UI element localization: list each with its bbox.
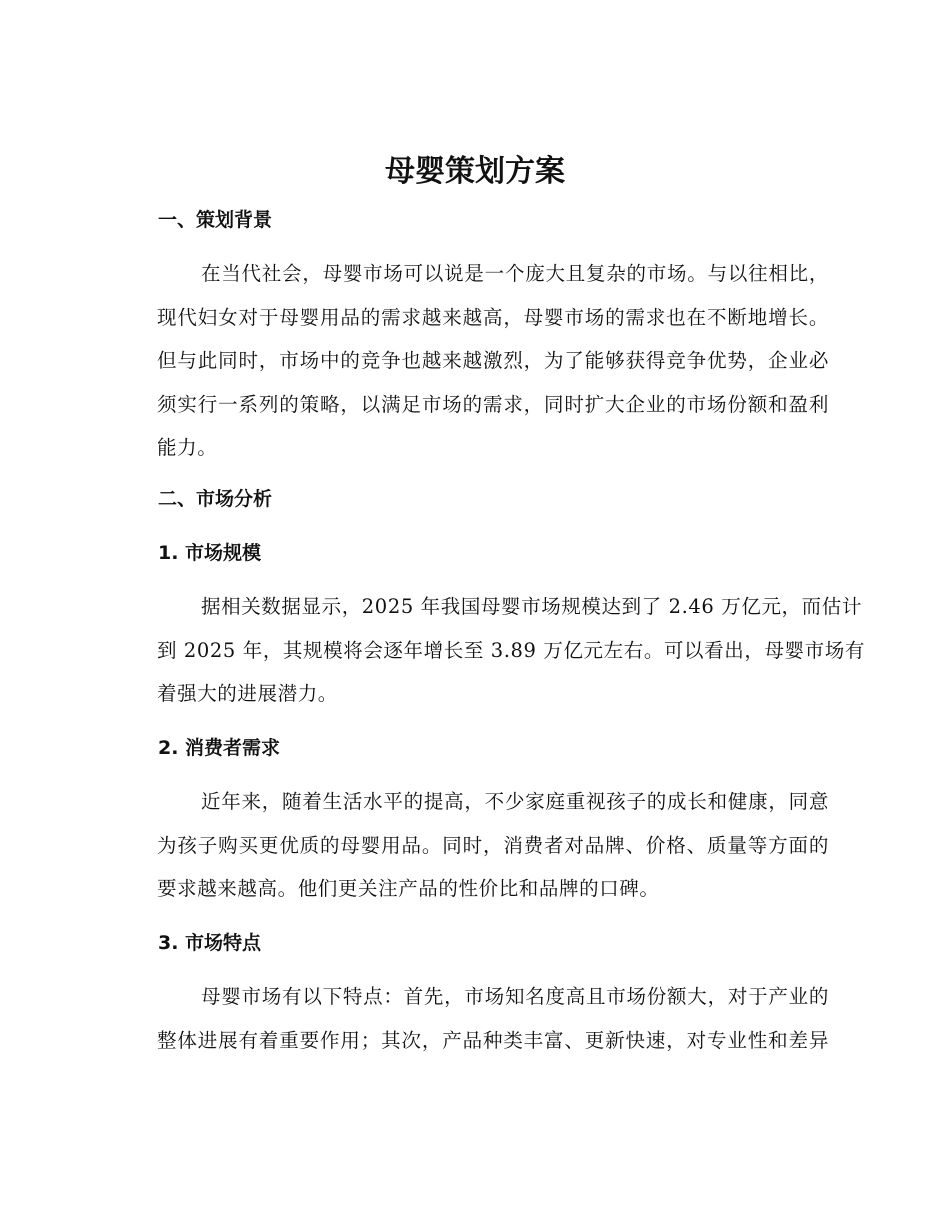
- paragraph-line: 现代妇女对于母婴用品的需求越来越高，母婴市场的需求也在不断地增长。: [157, 305, 829, 329]
- section-heading-background: 一、策划背景: [158, 209, 273, 231]
- paragraph-line: 为孩子购买更优质的母婴用品。同时，消费者对品牌、价格、质量等方面的: [157, 833, 829, 857]
- paragraph-line: 近年来，随着生活水平的提高，不少家庭重视孩子的成长和健康，同意: [201, 790, 829, 813]
- paragraph-features: [113, 975, 829, 1062]
- paragraph-line: 到 2025 年，其规模将会逐年增长至 3.89 万亿元左右。可以看出，母婴市场有: [157, 638, 865, 662]
- paragraph-background: [113, 252, 829, 470]
- subsection-heading-scale: 1. 市场规模: [158, 542, 262, 564]
- paragraph-line: 在当代社会，母婴市场可以说是一个庞大且复杂的市场。与以往相比，: [201, 262, 829, 285]
- subsection-heading-demand: 2. 消费者需求: [158, 737, 281, 759]
- paragraph-scale: [113, 585, 865, 716]
- paragraph-line: 但与此同时，市场中的竞争也越来越激烈，为了能够获得竞争优势，企业必: [157, 349, 829, 372]
- section-heading-analysis: 二、市场分析: [158, 488, 273, 510]
- paragraph-line: 据相关数据显示，2025 年我国母婴市场规模达到了 2.46 万亿元，而估计: [201, 595, 862, 618]
- paragraph-demand: [113, 780, 829, 911]
- paragraph-line: 要求越来越高。他们更关注产品的性价比和品牌的口碑。: [157, 877, 660, 900]
- paragraph-line: 着强大的进展潜力。: [157, 682, 338, 705]
- paragraph-line: 能力。: [157, 436, 218, 459]
- subsection-heading-features: 3. 市场特点: [158, 932, 262, 954]
- document-title: 母婴策划方案: [385, 154, 565, 189]
- paragraph-line: 整体进展有着重要作用；其次，产品种类丰富、更新快速，对专业性和差异: [157, 1028, 829, 1052]
- paragraph-line: 须实行一系列的策略，以满足市场的需求，同时扩大企业的市场份额和盈利: [157, 392, 829, 416]
- paragraph-line: 母婴市场有以下特点：首先，市场知名度高且市场份额大，对于产业的: [201, 985, 829, 1008]
